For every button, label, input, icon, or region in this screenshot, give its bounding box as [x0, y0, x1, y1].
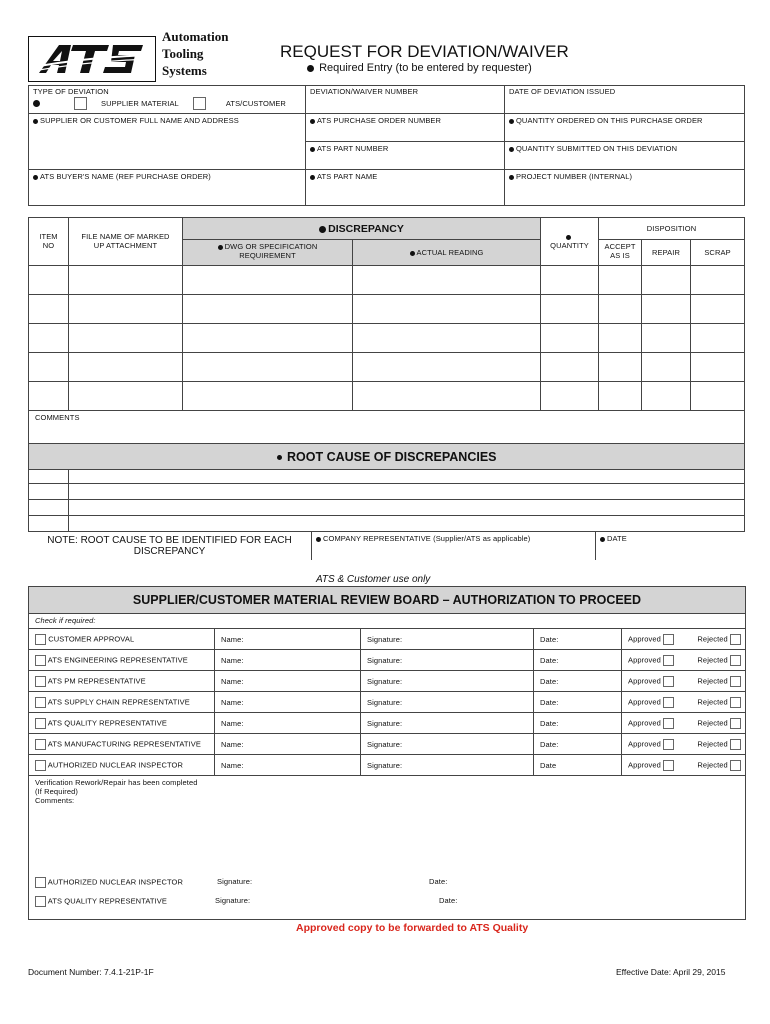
table-row[interactable] — [29, 692, 745, 713]
rejected-label: Rejected — [697, 759, 728, 769]
scrap-header: SCRAP — [691, 240, 745, 266]
required-bullet-icon — [316, 537, 321, 542]
name-field[interactable] — [215, 692, 361, 713]
required-bullet-icon — [310, 175, 315, 180]
required-bullet-icon — [566, 235, 571, 240]
buyer-name-field[interactable] — [29, 170, 306, 206]
name-field[interactable] — [215, 755, 361, 776]
approved-label: Approved — [628, 738, 661, 748]
required-bullet-icon — [33, 100, 40, 107]
signature-field[interactable] — [361, 734, 534, 755]
ats-customer-checkbox[interactable] — [193, 97, 206, 110]
approval-cell[interactable] — [622, 629, 746, 650]
effective-date: Effective Date: April 29, 2015 — [616, 967, 726, 977]
signature-field[interactable] — [361, 755, 534, 776]
table-row[interactable] — [29, 755, 745, 776]
qty-ordered-field[interactable] — [505, 114, 745, 142]
company-rep-label: COMPANY REPRESENTATIVE (Supplier/ATS as applicable) — [323, 534, 531, 543]
po-number-label: ATS PURCHASE ORDER NUMBER — [317, 116, 442, 125]
date-field[interactable] — [534, 650, 622, 671]
project-number-label: PROJECT NUMBER (INTERNAL) — [516, 172, 633, 181]
buyer-name-label: ATS BUYER'S NAME (REF PURCHASE ORDER) — [40, 172, 211, 181]
table-row[interactable] — [29, 516, 745, 532]
verification-line2: (If Required) — [35, 787, 78, 796]
ats-logo-icon — [29, 37, 155, 81]
nuclear-inspector-checkbox[interactable] — [35, 877, 46, 888]
rejected-checkbox[interactable] — [730, 718, 741, 729]
signature-field[interactable] — [361, 692, 534, 713]
supplier-material-label: SUPPLIER MATERIAL — [101, 99, 179, 108]
approved-label: Approved — [628, 759, 661, 769]
deviation-number-label: DEVIATION/WAIVER NUMBER — [310, 87, 419, 96]
date-field[interactable] — [534, 629, 622, 650]
review-board-header: SUPPLIER/CUSTOMER MATERIAL REVIEW BOARD – AUTHORIZATION TO PROCEED — [29, 587, 745, 614]
role-label: ATS MANUFACTURING REPRESENTATIVE — [47, 738, 201, 748]
root-cause-date-label: DATE — [607, 534, 627, 543]
role-cell[interactable] — [29, 734, 215, 755]
date-label: Date: — [540, 697, 559, 707]
rejected-label: Rejected — [697, 675, 728, 685]
company-rep-field[interactable] — [312, 532, 596, 560]
approval-cell[interactable] — [622, 650, 746, 671]
table-row[interactable] — [29, 629, 745, 650]
name-field[interactable] — [215, 629, 361, 650]
rejected-label: Rejected — [697, 738, 728, 748]
type-of-deviation-cell — [29, 86, 306, 114]
ats-customer-only-note: ATS & Customer use only — [316, 574, 431, 585]
rejected-checkbox[interactable] — [730, 655, 741, 666]
part-name-label: ATS PART NAME — [317, 172, 378, 181]
approved-checkbox[interactable] — [663, 655, 674, 666]
date-label: Date: — [540, 676, 559, 686]
table-row[interactable] — [29, 324, 745, 353]
approved-checkbox[interactable] — [663, 676, 674, 687]
name-field[interactable] — [215, 650, 361, 671]
review-board-section — [28, 586, 746, 920]
final-signoff-row[interactable] — [35, 877, 735, 888]
rejected-checkbox[interactable] — [730, 760, 741, 771]
rejected-checkbox[interactable] — [730, 634, 741, 645]
role-checkbox[interactable] — [35, 697, 46, 708]
table-row[interactable] — [29, 382, 745, 411]
approved-checkbox[interactable] — [663, 634, 674, 645]
actual-reading-header: ACTUAL READING — [353, 240, 541, 266]
approved-label: Approved — [628, 675, 661, 685]
required-bullet-icon — [277, 455, 282, 460]
rejected-label: Rejected — [697, 717, 728, 727]
name-label: Name: — [221, 697, 244, 707]
signature-field[interactable] — [361, 650, 534, 671]
table-row[interactable] — [29, 671, 745, 692]
approved-copy-note: Approved copy to be forwarded to ATS Quality — [296, 922, 529, 934]
rejected-checkbox[interactable] — [730, 676, 741, 687]
final-role-label: ATS QUALITY REPRESENTATIVE — [47, 896, 167, 906]
discrepancy-table — [28, 217, 745, 445]
table-row[interactable] — [29, 500, 745, 516]
role-checkbox[interactable] — [35, 760, 46, 771]
table-row[interactable] — [29, 734, 745, 755]
final-date-label: Date: — [439, 896, 458, 905]
required-bullet-icon — [307, 65, 314, 72]
required-entry-note — [307, 62, 532, 74]
part-number-label: ATS PART NUMBER — [317, 144, 389, 153]
role-label: AUTHORIZED NUCLEAR INSPECTOR — [47, 759, 183, 769]
rejected-label: Rejected — [697, 696, 728, 706]
approved-checkbox[interactable] — [663, 697, 674, 708]
discrepancy-header: DISCREPANCY — [183, 218, 541, 240]
supplier-material-checkbox[interactable] — [74, 97, 87, 110]
name-label: Name: — [221, 760, 244, 770]
signature-label: Signature: — [367, 739, 403, 749]
quality-rep-checkbox[interactable] — [35, 896, 46, 907]
qty-submitted-field[interactable] — [505, 142, 745, 170]
name-field[interactable] — [215, 671, 361, 692]
name-label: Name: — [221, 676, 244, 686]
supplier-name-field[interactable] — [29, 114, 306, 170]
required-note-text: Required Entry (to be entered by requester) — [319, 62, 532, 74]
name-label: Name: — [221, 634, 244, 644]
role-cell[interactable] — [29, 692, 215, 713]
name-label: Name: — [221, 718, 244, 728]
deviation-number-field[interactable] — [306, 86, 505, 114]
approval-cell[interactable] — [622, 692, 746, 713]
role-cell[interactable] — [29, 650, 215, 671]
role-label: ATS ENGINEERING REPRESENTATIVE — [47, 654, 188, 664]
approval-cell[interactable] — [622, 671, 746, 692]
role-cell[interactable] — [29, 755, 215, 776]
signature-label: Signature: — [367, 676, 403, 686]
quantity-header: QUANTITY — [541, 218, 599, 266]
approval-cell[interactable] — [622, 713, 746, 734]
role-checkbox[interactable] — [35, 739, 46, 750]
accept-as-is-header: ACCEPT AS IS — [599, 240, 642, 266]
role-cell[interactable] — [29, 713, 215, 734]
date-label: Date: — [540, 655, 559, 665]
file-name-header: FILE NAME OF MARKED UP ATTACHMENT — [69, 218, 183, 266]
role-checkbox[interactable] — [35, 676, 46, 687]
form-title: REQUEST FOR DEVIATION/WAIVER — [280, 42, 569, 61]
table-row[interactable] — [29, 713, 745, 734]
role-checkbox[interactable] — [35, 718, 46, 729]
rejected-checkbox[interactable] — [730, 697, 741, 708]
signature-label: Signature: — [367, 697, 403, 707]
date-label: Date: — [540, 634, 559, 644]
repair-header: REPAIR — [642, 240, 691, 266]
qty-ordered-label: QUANTITY ORDERED ON THIS PURCHASE ORDER — [516, 116, 703, 125]
verification-note — [35, 778, 739, 805]
date-field[interactable] — [534, 671, 622, 692]
final-signature-label: Signature: — [217, 877, 253, 886]
required-bullet-icon — [600, 537, 605, 542]
approved-checkbox[interactable] — [663, 739, 674, 750]
required-bullet-icon — [218, 245, 223, 250]
rejected-checkbox[interactable] — [730, 739, 741, 750]
signature-field[interactable] — [361, 713, 534, 734]
company-name-line3: Systems — [162, 63, 207, 78]
required-bullet-icon — [509, 175, 514, 180]
approved-checkbox[interactable] — [663, 760, 674, 771]
date-field[interactable] — [534, 713, 622, 734]
part-number-field[interactable] — [306, 142, 505, 170]
signature-label: Signature: — [367, 655, 403, 665]
approved-checkbox[interactable] — [663, 718, 674, 729]
deviation-info-table — [28, 85, 745, 206]
signature-label: Signature: — [367, 760, 403, 770]
root-cause-table — [28, 443, 745, 560]
ats-logo — [28, 36, 156, 82]
date-issued-label: DATE OF DEVIATION ISSUED — [509, 87, 616, 96]
table-row[interactable] — [29, 295, 745, 324]
approved-label: Approved — [628, 696, 661, 706]
final-signature-label: Signature: — [215, 896, 251, 905]
qty-submitted-label: QUANTITY SUBMITTED ON THIS DEVIATION — [516, 144, 678, 153]
name-field[interactable] — [215, 734, 361, 755]
table-row[interactable] — [29, 470, 745, 484]
check-if-required-label: Check if required: — [35, 616, 96, 625]
required-bullet-icon — [509, 119, 514, 124]
approved-label: Approved — [628, 654, 661, 664]
supplier-name-label: SUPPLIER OR CUSTOMER FULL NAME AND ADDRESS — [40, 116, 239, 125]
approval-cell[interactable] — [622, 734, 746, 755]
name-label: Name: — [221, 655, 244, 665]
table-row[interactable] — [29, 484, 745, 500]
date-label: Date: — [540, 739, 559, 749]
root-cause-note: NOTE: ROOT CAUSE TO BE IDENTIFIED FOR EACH DISCREPANCY — [28, 532, 312, 560]
required-bullet-icon — [33, 175, 38, 180]
required-bullet-icon — [310, 147, 315, 152]
comments-label: COMMENTS — [35, 413, 80, 422]
table-row[interactable] — [29, 266, 745, 295]
type-of-deviation-label: TYPE OF DEVIATION — [33, 87, 109, 96]
role-label: ATS QUALITY REPRESENTATIVE — [47, 717, 167, 727]
approved-label: Approved — [628, 717, 661, 727]
ats-customer-label: ATS/CUSTOMER — [225, 99, 286, 108]
table-row[interactable] — [29, 650, 745, 671]
disposition-header: DISPOSITION — [599, 218, 745, 240]
approved-label: Approved — [628, 633, 661, 643]
required-bullet-icon — [319, 226, 326, 233]
company-name-line2: Tooling — [162, 46, 204, 61]
role-label: ATS PM REPRESENTATIVE — [47, 675, 146, 685]
required-bullet-icon — [33, 119, 38, 124]
final-date-label: Date: — [429, 877, 448, 886]
part-name-field[interactable] — [306, 170, 505, 206]
role-label: CUSTOMER APPROVAL — [48, 633, 135, 643]
required-bullet-icon — [410, 251, 415, 256]
required-bullet-icon — [310, 119, 315, 124]
name-field[interactable] — [215, 713, 361, 734]
final-signoff-row[interactable] — [35, 896, 735, 907]
signature-label: Signature: — [367, 718, 403, 728]
verification-line1: Verification Rework/Repair has been completed — [35, 778, 198, 787]
role-checkbox[interactable] — [35, 634, 46, 645]
item-no-header: ITEM NO — [29, 218, 69, 266]
role-cell[interactable] — [29, 629, 215, 650]
rejected-label: Rejected — [697, 633, 728, 643]
root-cause-date-field[interactable] — [596, 532, 746, 560]
document-number: Document Number: 7.4.1-21P-1F — [28, 967, 154, 977]
signature-field[interactable] — [361, 671, 534, 692]
root-cause-header: ROOT CAUSE OF DISCREPANCIES — [29, 444, 745, 470]
comments-field[interactable] — [29, 411, 745, 445]
date-issued-field[interactable] — [505, 86, 745, 114]
required-bullet-icon — [509, 147, 514, 152]
approval-cell[interactable] — [622, 755, 746, 776]
project-number-field[interactable] — [505, 170, 745, 206]
name-label: Name: — [221, 739, 244, 749]
role-label: ATS SUPPLY CHAIN REPRESENTATIVE — [47, 696, 190, 706]
po-number-field[interactable] — [306, 114, 505, 142]
date-label: Date — [540, 760, 557, 770]
review-board-table — [29, 628, 745, 776]
verification-comments-label: Comments: — [35, 796, 75, 805]
signature-field[interactable] — [361, 629, 534, 650]
rejected-label: Rejected — [697, 654, 728, 664]
final-role-label: AUTHORIZED NUCLEAR INSPECTOR — [47, 877, 183, 887]
date-field[interactable] — [534, 692, 622, 713]
date-field[interactable] — [534, 734, 622, 755]
date-label: Date: — [540, 718, 559, 728]
role-checkbox[interactable] — [35, 655, 46, 666]
role-cell[interactable] — [29, 671, 215, 692]
table-row[interactable] — [29, 353, 745, 382]
date-field[interactable] — [534, 755, 622, 776]
company-name-line1: Automation — [162, 29, 229, 44]
signature-label: Signature: — [367, 634, 403, 644]
dwg-spec-header: DWG OR SPECIFICATION REQUIREMENT — [183, 240, 353, 266]
